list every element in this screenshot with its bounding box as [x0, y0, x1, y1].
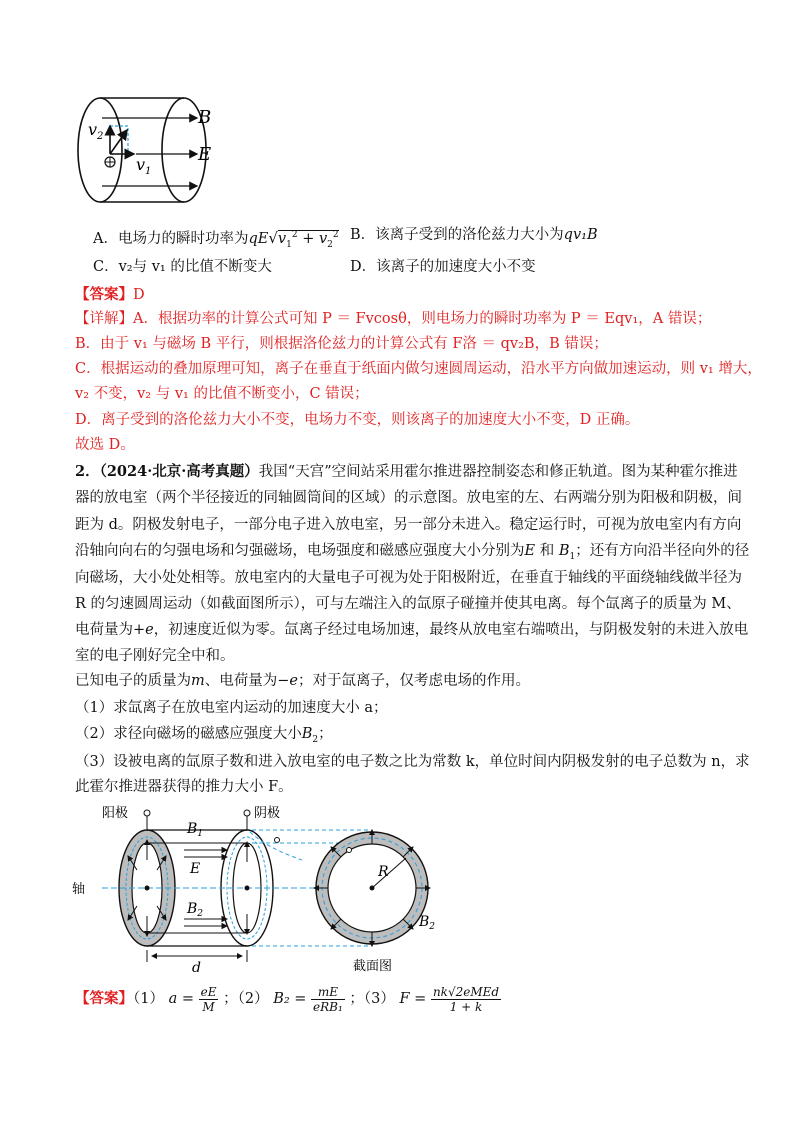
q2-subquestion-1: （1）求氙离子在放电室内运动的加速度大小 a； [75, 700, 388, 716]
q2-line-9: 已知电子的质量为m、电荷量为−e；对于氙离子，仅考虑电场的作用。 [75, 673, 530, 689]
figure-cylinder-field [72, 90, 232, 210]
anode-label: 阳极 [102, 806, 129, 821]
e-field-label: E [190, 861, 201, 877]
q2-line-7: 电荷量为+e，初速度近似为零。氙离子经过电场加速，最终从放电室右端喷出，与阴极发射的未进入放电 [75, 622, 749, 638]
q2-line-4: 沿轴向向右的匀强电场和匀强磁场，电场强度和磁感应强度大小分别为E 和 $B_1$；还有方向沿半径向外的径 [75, 543, 750, 562]
cathode-label: 阴极 [254, 806, 281, 821]
v1-label: $v_1$ [136, 155, 152, 177]
b-label: B [198, 107, 212, 128]
q1-detail-line-5: D．离子受到的洛伦兹力大小不变，电场力不变，则该离子的加速度大小不变，D 正确。 [75, 412, 640, 428]
b1-label: $B_1$ [187, 821, 204, 839]
axis-label: 轴 [72, 882, 86, 897]
q1-detail-line-1: 【详解】A．根据功率的计算公式可知 P ＝ Fvcosθ，则电场力的瞬时功率为 P ＝ Eqv₁，A 错误； [75, 311, 712, 327]
q2-line-1: 2．（2024·北京·高考真题）我国“天宫”空间站采用霍尔推进器控制姿态和修正轨道。图为某种霍尔推进 [75, 463, 738, 480]
section-label: 截面图 [353, 959, 393, 974]
q1-detail-line-4: v₂ 不变，v₂ 与 v₁ 的比值不断变小，C 错误； [75, 386, 369, 402]
q2-subquestion-2: （2）求径向磁场的磁感应强度大小$B_2$； [75, 726, 333, 745]
e-label: E [198, 144, 212, 165]
q1-detail-line-2: B．由于 v₁ 与磁场 B 平行，则根据洛伦兹力的计算公式有 F洛 ＝ qv₂B，B 错误； [75, 336, 608, 352]
q1-detail-line-3: C．根据运动的叠加原理可知，离子在垂直于纸面内做匀速圆周运动，沿水平方向做加速运动，则 v₁ 增大， [75, 361, 762, 377]
figure-hall-thruster [72, 800, 512, 980]
q2-line-5: 向磁场，大小处处相等。放电室内的大量电子可视为处于阳极附近，在垂直于轴线的平面绕轴线做半径为 [75, 570, 742, 586]
r-label: R [378, 864, 389, 880]
q2-answer: 【答案】（1） a = $\frac{eE}{M}$ ；（2） B₂ = $\frac{mE}{\text{eRB₁}}$ ；（3） F = $\frac{\text{nk√2eMEd}}{1 + k}$ [75, 984, 500, 1014]
option-b: B．该离子受到的洛伦兹力大小为qv₁B [350, 227, 598, 243]
q1-detail-line-6: 故选 D。 [75, 437, 135, 453]
q1-answer: 【答案】D [75, 286, 145, 303]
option-d: D．该离子的加速度大小不变 [350, 259, 536, 275]
v2-label: $v_2$ [88, 120, 104, 142]
q2-line-8: 室的电子刚好完全中和。 [75, 648, 235, 664]
q2-line-6: R 的匀速圆周运动（如截面图所示），可与左端注入的氙原子碰撞并使其电离。每个氙离子的质量为 M、 [75, 596, 741, 612]
q2-subquestion-3: （3）设被电离的氙原子数和进入放电室的电子数之比为常数 k，单位时间内阴极发射的电子总数为 n，求 [75, 754, 750, 770]
b2-section-label: $B_2$ [419, 914, 436, 932]
b2-label: $B_2$ [187, 901, 204, 919]
d-label: d [192, 960, 201, 976]
option-a: A．电场力的瞬时功率为$qE√v_1^2 + v_2^2$ [93, 228, 339, 250]
q2-subquestion-3-cont: 此霍尔推进器获得的推力大小 F。 [75, 779, 293, 795]
option-c: C．v₂与 v₁ 的比值不断变大 [93, 259, 272, 275]
q2-line-3: 距为 d。阴极发射电子，一部分电子进入放电室，另一部分未进入。稳定运行时，可视为放电室内有方向 [75, 517, 742, 533]
q2-line-2: 器的放电室（两个半径接近的同轴圆筒间的区域）的示意图。放电室的左、右两端分别为阳极和阴极，间 [75, 490, 742, 506]
